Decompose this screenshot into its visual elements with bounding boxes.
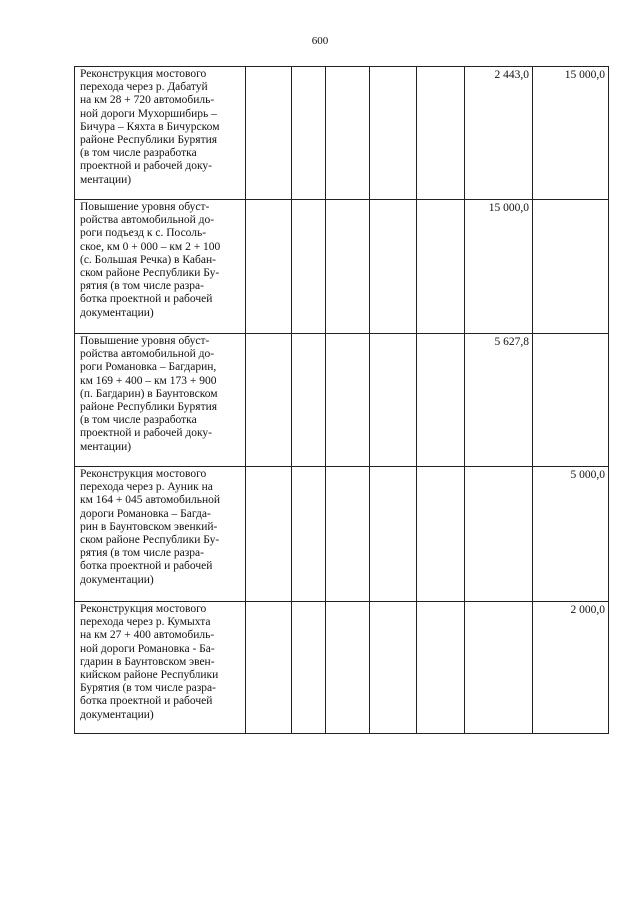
project-name-line: (в том числе разработка	[80, 147, 197, 160]
project-name-cell	[75, 334, 246, 467]
budget-table-container	[74, 66, 609, 734]
project-name-line: км 164 + 045 автомобильной	[80, 494, 221, 507]
project-name-line: документации)	[80, 306, 154, 319]
project-name-line: Реконструкция мостового	[80, 603, 207, 615]
project-name-line: рин в Баунтовском эвенкий-	[80, 520, 218, 533]
project-name-line: ботка проектной и рабочей	[80, 560, 213, 573]
value-cell	[533, 334, 609, 467]
value-cell	[326, 334, 370, 467]
value-cell	[370, 67, 417, 200]
value-cell	[417, 67, 465, 200]
project-name-line: рятия (в том числе разра-	[80, 280, 204, 293]
project-name-line: ройства автомобильной до-	[80, 214, 215, 227]
value-cell	[246, 334, 292, 467]
table-row	[75, 67, 609, 200]
value-cell	[533, 200, 609, 334]
project-name-line: гдарин в Баунтовском эвен-	[80, 655, 215, 668]
value-cell	[326, 67, 370, 200]
value-cell	[370, 334, 417, 467]
project-name-cell	[75, 67, 246, 200]
value-cell: 2 000,0	[533, 602, 609, 734]
project-name-line: кийском районе Республики	[80, 669, 219, 682]
value-cell	[465, 602, 533, 734]
project-name-line: Повышение уровня обуст-	[80, 201, 210, 213]
value-cell: 15 000,0	[533, 67, 609, 200]
project-name-line: ментации)	[80, 440, 132, 453]
project-name-line: Повышение уровня обуст-	[80, 335, 210, 347]
project-name-line: районе Республики Бурятия	[80, 134, 218, 147]
project-name-line: Реконструкция мостового	[80, 468, 207, 480]
project-name-line: ском районе Республики Бу-	[80, 534, 220, 547]
value-cell: 5 627,8	[465, 334, 533, 467]
project-name-line: (с. Большая Речка) в Кабан-	[80, 253, 216, 266]
project-name-line: проектной и рабочей доку-	[80, 160, 213, 173]
table-row	[75, 334, 609, 467]
value-cell	[326, 602, 370, 734]
project-name-line: (в том числе разработка	[80, 414, 197, 427]
value-cell	[292, 334, 326, 467]
project-name-line: Реконструкция мостового	[80, 68, 207, 80]
project-name-line: Бурятия (в том числе разра-	[80, 682, 216, 695]
value-cell: 15 000,0	[465, 200, 533, 334]
value-cell	[246, 602, 292, 734]
project-name-cell	[75, 200, 246, 334]
budget-table	[74, 66, 609, 734]
project-name-line: ройства автомобильной до-	[80, 348, 215, 361]
value-cell: 5 000,0	[533, 467, 609, 602]
project-name-line: ском районе Республики Бу-	[80, 267, 220, 280]
project-name-line: ботка проектной и рабочей	[80, 695, 213, 708]
project-name-line: ной дороги Мухоршибирь –	[80, 107, 217, 120]
project-name-line: дороги Романовка – Багда-	[80, 507, 211, 520]
project-name-line: перехода через р. Дабатуй	[80, 81, 208, 94]
project-name-line: рятия (в том числе разра-	[80, 547, 204, 560]
project-name-line: перехода через р. Кумыхта	[80, 616, 211, 629]
project-name-line: на км 27 + 400 автомобиль-	[80, 629, 215, 642]
project-name-line: ной дороги Романовка - Ба-	[80, 642, 215, 655]
value-cell	[292, 602, 326, 734]
project-name-line: перехода через р. Ауник на	[80, 481, 213, 494]
table-row	[75, 467, 609, 602]
value-cell	[292, 67, 326, 200]
project-name-line: роги Романовка – Багдарин,	[80, 361, 217, 374]
project-name-line: проектной и рабочей доку-	[80, 427, 213, 440]
project-name-cell	[75, 467, 246, 602]
value-cell	[465, 467, 533, 602]
value-cell	[370, 467, 417, 602]
project-name-line: (п. Багдарин) в Баунтовском	[80, 387, 218, 400]
project-name-line: км 169 + 400 – км 173 + 900	[80, 374, 217, 387]
project-name-line: Бичура – Кяхта в Бичурском	[80, 120, 220, 133]
project-name-line: роги подъезд к с. Посоль-	[80, 227, 207, 240]
value-cell	[370, 200, 417, 334]
page-number: 600	[311, 35, 329, 47]
project-name-line: на км 28 + 720 автомобиль-	[80, 94, 215, 107]
value-cell	[417, 467, 465, 602]
value-cell: 2 443,0	[465, 67, 533, 200]
project-name-line: документации)	[80, 573, 154, 586]
project-name-line: документации)	[80, 708, 154, 721]
table-body	[75, 67, 609, 734]
project-name-cell	[75, 602, 246, 734]
value-cell	[417, 334, 465, 467]
project-name-line: ботка проектной и рабочей	[80, 293, 213, 306]
value-cell	[292, 467, 326, 602]
value-cell	[246, 467, 292, 602]
table-row	[75, 200, 609, 334]
value-cell	[246, 200, 292, 334]
value-cell	[417, 200, 465, 334]
project-name-line: ское, км 0 + 000 – км 2 + 100	[80, 240, 221, 253]
table-row	[75, 602, 609, 734]
value-cell	[246, 67, 292, 200]
value-cell	[370, 602, 417, 734]
project-name-line: районе Республики Бурятия	[80, 401, 218, 414]
value-cell	[326, 200, 370, 334]
value-cell	[292, 200, 326, 334]
project-name-line: ментации)	[80, 173, 132, 186]
value-cell	[417, 602, 465, 734]
value-cell	[326, 467, 370, 602]
